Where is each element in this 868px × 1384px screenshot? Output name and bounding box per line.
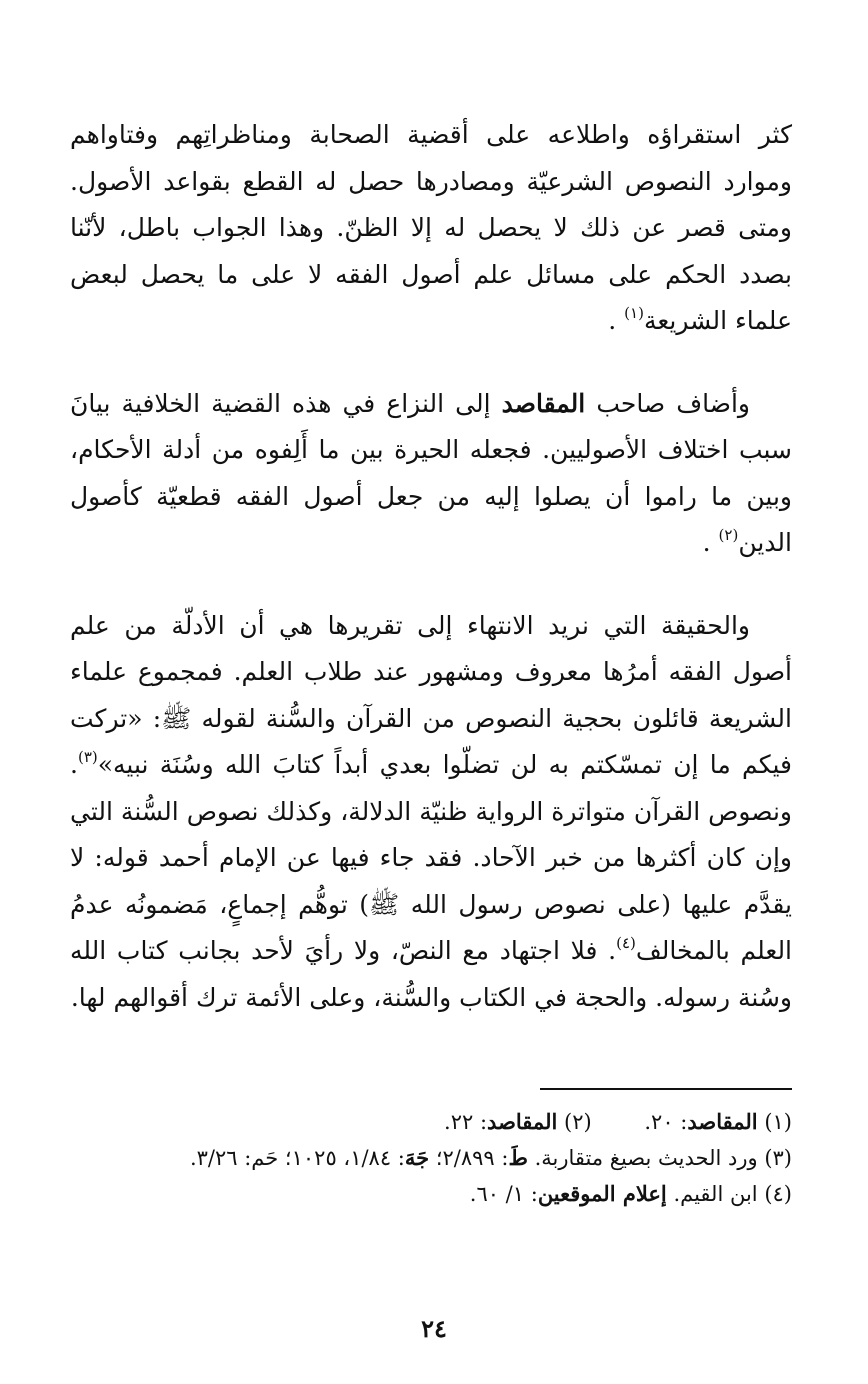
footnote-3-ref-2: : ١/٨٤، ١٠٢٥؛ حَم: ٣/٢٦. bbox=[189, 1146, 405, 1170]
paragraph-3 bbox=[70, 603, 792, 1022]
footnote-4-source: إعلام الموقعين bbox=[537, 1181, 667, 1206]
footnote-ref-3: (٣) bbox=[77, 748, 98, 766]
footnote-1-ref: : ٢٠. bbox=[644, 1110, 688, 1134]
footnote-3-text: ورد الحديث بصيغ متقاربة. bbox=[534, 1146, 758, 1170]
paragraph-1 bbox=[70, 112, 792, 345]
footnote-ref-2: (٢) bbox=[718, 526, 739, 544]
paragraph-2-prefix: وأضاف صاحب bbox=[596, 388, 750, 418]
footnote-3-ref-1: : ٢/٨٩٩؛ bbox=[435, 1146, 509, 1170]
footnote-2-ref: : ٢٢. bbox=[444, 1110, 488, 1134]
book-title-maqasid: المقاصد bbox=[501, 388, 586, 418]
footnote-2-number: (٢) bbox=[563, 1110, 592, 1134]
paragraph-gap bbox=[70, 567, 792, 603]
main-text bbox=[70, 112, 792, 1021]
page-number: ٢٤ bbox=[421, 1314, 447, 1343]
paragraph-1-end: . bbox=[608, 306, 617, 335]
footnote-1-number: (١) bbox=[764, 1110, 792, 1134]
paragraph-1-text: كثر استقراؤه واطلاعه على أقضية الصحابة ومناظراتِهم وفتاواهم وموارد النصوص الشرعيّة ومصادرها حصل له القطع بقواعد الأصول. ومتى قصر عن ذلك لا يحصل له إلا الظنّ. وهذا الجواب باطل، لأنّنا بصدد الحكم على مسائل علم أصول الفقه لا على ما يحصل لبعض علماء الشريعة bbox=[70, 120, 792, 335]
paragraph-gap bbox=[70, 345, 792, 381]
footnote-row-1-2 bbox=[70, 1104, 792, 1140]
footnote-4 bbox=[70, 1176, 792, 1212]
footnote-3-abbr-1: طَ bbox=[508, 1145, 528, 1170]
paragraph-3-text-a: والحقيقة التي نريد الانتهاء إلى تقريرها هي أن الأدلّة من علم أصول الفقه أمرُها معروف ومشهور عند طلاب العلم. فمجموع علماء الشريعة قائلون بحجية النصوص من القرآن والسُّنة لقوله ﷺ: «تركت فيكم ما إن تمسّكتم به لن تضلّوا بعدي أبداً كتابَ الله وسُنَة نبيه» bbox=[70, 610, 792, 779]
footnote-ref-4: (٤) bbox=[616, 934, 636, 952]
footnotes bbox=[70, 1104, 792, 1212]
footnote-2-source: المقاصد bbox=[487, 1109, 558, 1134]
paragraph-3-text-c: . فلا اجتهاد مع النصّ، ولا رأيَ لأحد بجانب كتاب الله وسُنة رسوله. والحجة في الكتاب والسُّنة، وعلى الأئمة ترك أقوالهم لها. bbox=[70, 936, 792, 1012]
footnote-3-abbr-2: جَهَ bbox=[404, 1145, 430, 1170]
footnote-2 bbox=[444, 1104, 592, 1140]
paragraph-3-text-b: . ونصوص القرآن متواترة الرواية ظنيّة الدلالة، وكذلك نصوص السُّنة التي وإن كان أكثرها من خبر الآحاد. فقد جاء فيها عن الإمام أحمد قوله: لا يقدَّم عليها (على نصوص رسول الله ﷺ) توهُّم إجماعٍ، مَضمونُه عدمُ العلم بالمخالف bbox=[70, 750, 793, 965]
footnote-3 bbox=[70, 1140, 792, 1176]
footnote-1 bbox=[644, 1110, 792, 1134]
paragraph-2-end: . bbox=[702, 528, 711, 557]
footnote-ref-1: (١) bbox=[624, 304, 644, 322]
footnote-1-source: المقاصد bbox=[687, 1109, 758, 1134]
footnote-3-number: (٣) bbox=[764, 1146, 792, 1170]
paragraph-2 bbox=[70, 381, 792, 567]
footnote-4-ref: : ١/ ٦٠. bbox=[469, 1182, 538, 1206]
footnote-divider bbox=[540, 1088, 792, 1090]
footnote-4-number: (٤) bbox=[764, 1182, 792, 1206]
footnote-4-author: ابن القيم. bbox=[673, 1182, 758, 1206]
paragraph-2-text: إلى النزاع في هذه القضية الخلافية بيانَ سبب اختلاف الأصوليين. فجعله الحيرة بين ما أَلِفوه من أدلة الأحكام، وبين ما راموا أن يصلوا إليه من جعل أصول الفقه قطعيّة كأصول الدين bbox=[70, 388, 792, 557]
